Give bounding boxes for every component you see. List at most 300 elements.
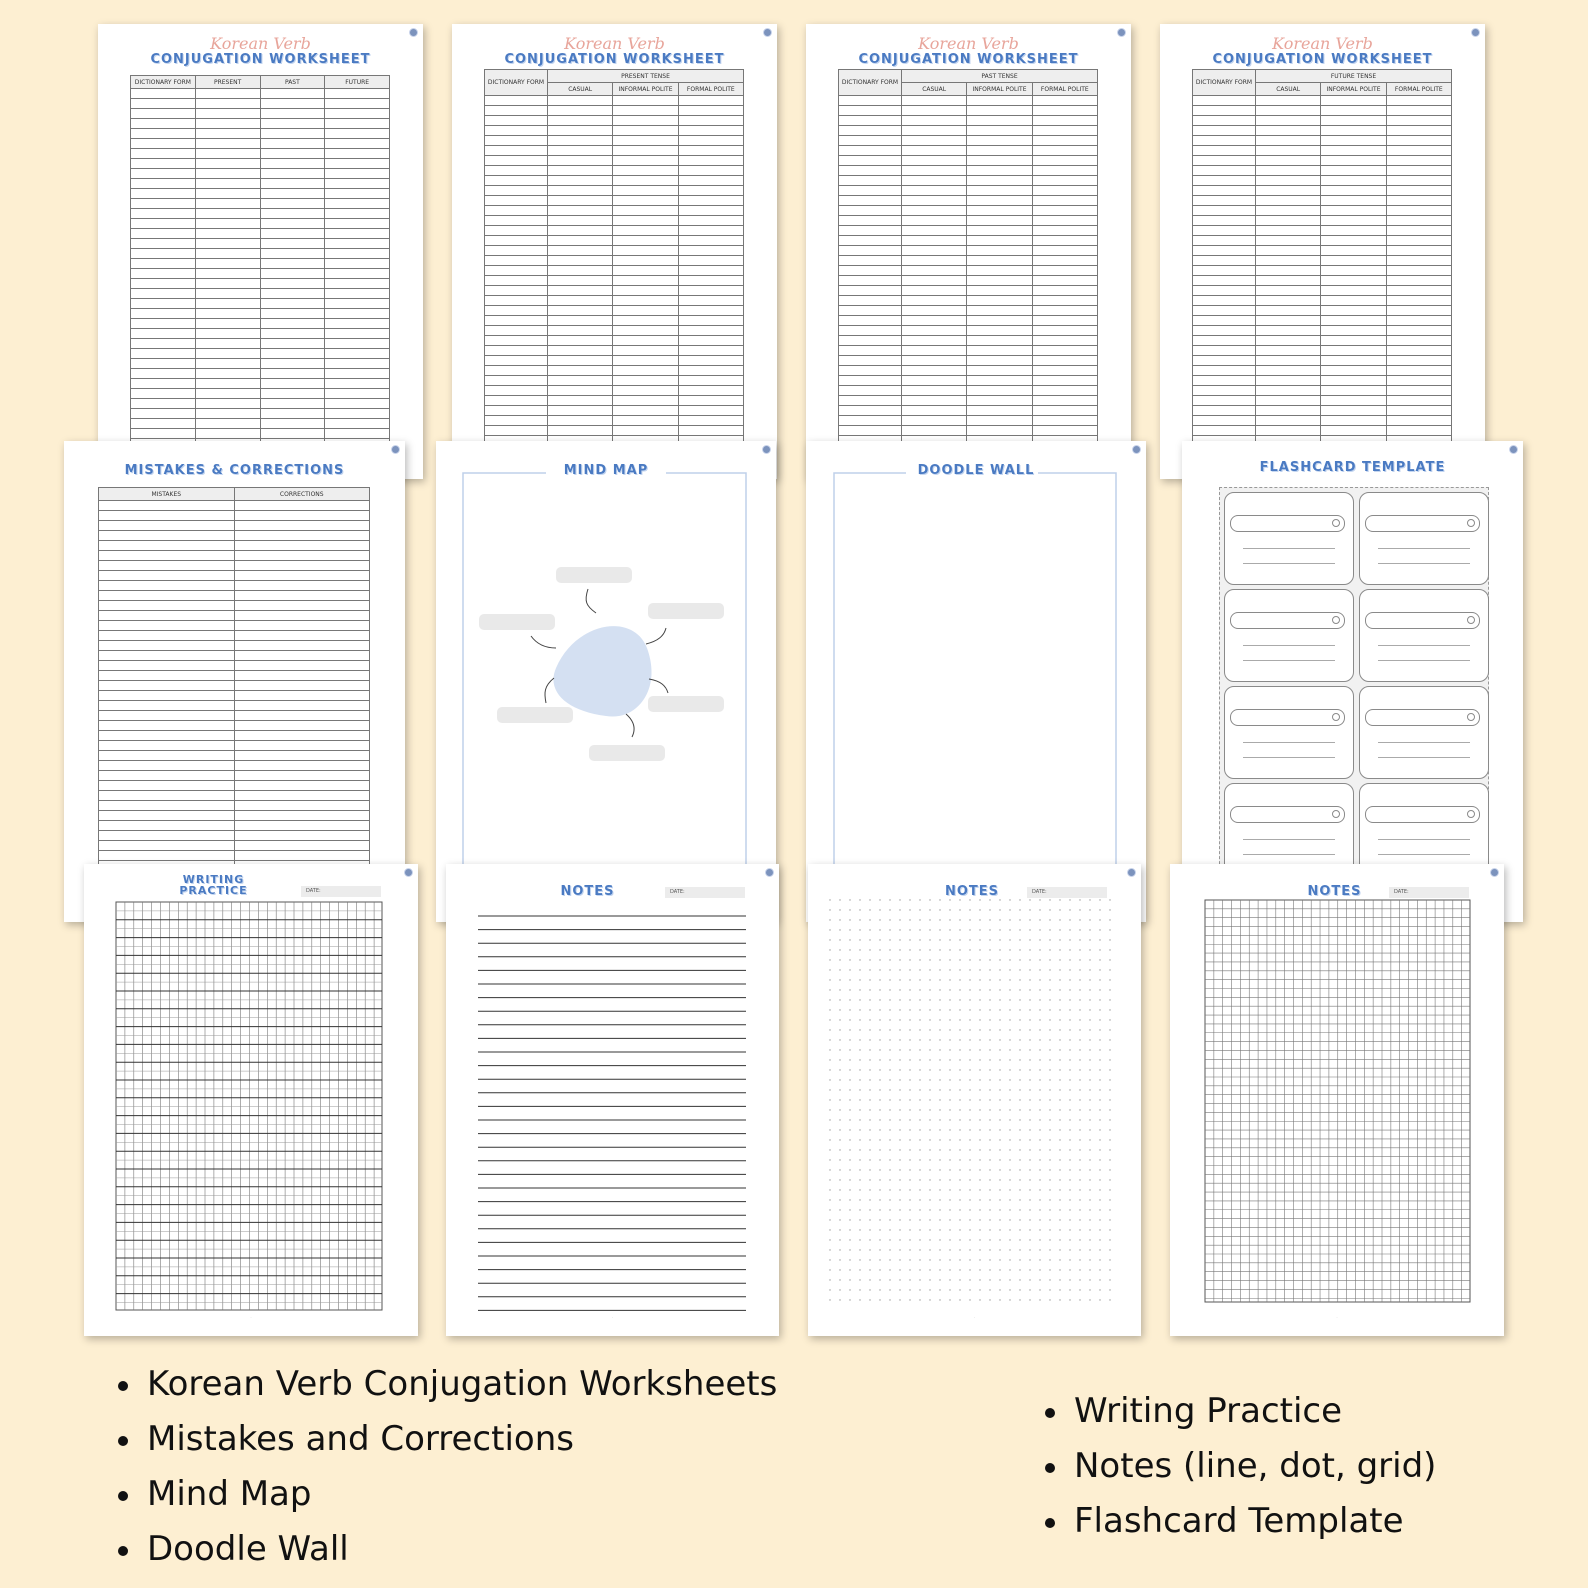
table-cell[interactable] xyxy=(902,216,967,226)
table-cell[interactable] xyxy=(195,299,260,309)
table-cell[interactable] xyxy=(548,136,613,146)
table-cell[interactable] xyxy=(485,266,548,276)
table-cell[interactable] xyxy=(613,206,678,216)
table-cell[interactable] xyxy=(1321,136,1386,146)
table-cell[interactable] xyxy=(131,219,196,229)
table-cell[interactable] xyxy=(548,206,613,216)
table-cell[interactable] xyxy=(1032,296,1097,306)
table-cell[interactable] xyxy=(678,356,743,366)
table-cell[interactable] xyxy=(99,581,235,591)
table-cell[interactable] xyxy=(195,249,260,259)
table-cell[interactable] xyxy=(485,226,548,236)
date-field[interactable]: DATE: xyxy=(1389,887,1469,898)
table-cell[interactable] xyxy=(325,209,390,219)
table-cell[interactable] xyxy=(613,356,678,366)
table-cell[interactable] xyxy=(131,429,196,439)
table-cell[interactable] xyxy=(1386,216,1451,226)
table-cell[interactable] xyxy=(485,156,548,166)
table-cell[interactable] xyxy=(548,366,613,376)
table-cell[interactable] xyxy=(260,229,325,239)
table-cell[interactable] xyxy=(195,199,260,209)
table-cell[interactable] xyxy=(1256,316,1321,326)
table-cell[interactable] xyxy=(839,196,902,206)
table-cell[interactable] xyxy=(1321,316,1386,326)
table-cell[interactable] xyxy=(1321,296,1386,306)
table-cell[interactable] xyxy=(234,831,370,841)
table-cell[interactable] xyxy=(131,149,196,159)
table-cell[interactable] xyxy=(902,326,967,336)
table-cell[interactable] xyxy=(485,416,548,426)
table-cell[interactable] xyxy=(613,346,678,356)
table-cell[interactable] xyxy=(195,409,260,419)
table-cell[interactable] xyxy=(485,276,548,286)
table-cell[interactable] xyxy=(1321,126,1386,136)
table-cell[interactable] xyxy=(902,286,967,296)
table-cell[interactable] xyxy=(613,276,678,286)
table-cell[interactable] xyxy=(967,296,1032,306)
table-cell[interactable] xyxy=(678,136,743,146)
table-cell[interactable] xyxy=(195,349,260,359)
table-cell[interactable] xyxy=(234,681,370,691)
table-cell[interactable] xyxy=(678,376,743,386)
table-cell[interactable] xyxy=(967,96,1032,106)
table-cell[interactable] xyxy=(131,349,196,359)
table-cell[interactable] xyxy=(195,259,260,269)
table-cell[interactable] xyxy=(1256,116,1321,126)
table-cell[interactable] xyxy=(613,396,678,406)
table-cell[interactable] xyxy=(613,326,678,336)
table-cell[interactable] xyxy=(131,369,196,379)
table-cell[interactable] xyxy=(485,286,548,296)
table-cell[interactable] xyxy=(99,651,235,661)
table-cell[interactable] xyxy=(99,791,235,801)
table-cell[interactable] xyxy=(131,389,196,399)
table-cell[interactable] xyxy=(99,601,235,611)
table-cell[interactable] xyxy=(839,166,902,176)
table-cell[interactable] xyxy=(234,741,370,751)
table-cell[interactable] xyxy=(1032,166,1097,176)
table-cell[interactable] xyxy=(902,316,967,326)
table-cell[interactable] xyxy=(1032,136,1097,146)
table-cell[interactable] xyxy=(1256,166,1321,176)
table-cell[interactable] xyxy=(1193,396,1256,406)
table-cell[interactable] xyxy=(1032,396,1097,406)
table-cell[interactable] xyxy=(1193,326,1256,336)
table-cell[interactable] xyxy=(839,406,902,416)
table-cell[interactable] xyxy=(1032,376,1097,386)
table-cell[interactable] xyxy=(678,106,743,116)
table-cell[interactable] xyxy=(902,406,967,416)
table-cell[interactable] xyxy=(548,166,613,176)
table-cell[interactable] xyxy=(902,366,967,376)
table-cell[interactable] xyxy=(1256,226,1321,236)
table-cell[interactable] xyxy=(99,621,235,631)
table-cell[interactable] xyxy=(548,216,613,226)
table-cell[interactable] xyxy=(678,146,743,156)
table-cell[interactable] xyxy=(902,266,967,276)
table-cell[interactable] xyxy=(1193,256,1256,266)
table-cell[interactable] xyxy=(325,269,390,279)
table-cell[interactable] xyxy=(1386,146,1451,156)
table-cell[interactable] xyxy=(678,346,743,356)
table-cell[interactable] xyxy=(1386,356,1451,366)
table-cell[interactable] xyxy=(1321,286,1386,296)
table-cell[interactable] xyxy=(902,116,967,126)
table-cell[interactable] xyxy=(99,551,235,561)
table-cell[interactable] xyxy=(485,396,548,406)
table-cell[interactable] xyxy=(967,106,1032,116)
table-cell[interactable] xyxy=(1032,96,1097,106)
table-cell[interactable] xyxy=(1032,366,1097,376)
table-cell[interactable] xyxy=(131,259,196,269)
table-cell[interactable] xyxy=(967,346,1032,356)
table-cell[interactable] xyxy=(195,339,260,349)
table-cell[interactable] xyxy=(325,219,390,229)
table-cell[interactable] xyxy=(99,501,235,511)
table-cell[interactable] xyxy=(613,186,678,196)
table-cell[interactable] xyxy=(548,196,613,206)
table-cell[interactable] xyxy=(1386,386,1451,396)
table-cell[interactable] xyxy=(678,386,743,396)
table-cell[interactable] xyxy=(99,521,235,531)
table-cell[interactable] xyxy=(1193,136,1256,146)
table-cell[interactable] xyxy=(902,256,967,266)
table-cell[interactable] xyxy=(485,426,548,436)
table-cell[interactable] xyxy=(485,356,548,366)
table-cell[interactable] xyxy=(485,346,548,356)
table-cell[interactable] xyxy=(1386,186,1451,196)
table-cell[interactable] xyxy=(1193,266,1256,276)
table-cell[interactable] xyxy=(839,366,902,376)
table-cell[interactable] xyxy=(234,751,370,761)
date-field[interactable]: DATE: xyxy=(665,887,745,898)
table-cell[interactable] xyxy=(260,349,325,359)
table-cell[interactable] xyxy=(613,286,678,296)
table-cell[interactable] xyxy=(1032,286,1097,296)
table-cell[interactable] xyxy=(485,186,548,196)
table-cell[interactable] xyxy=(1256,156,1321,166)
table-cell[interactable] xyxy=(1321,146,1386,156)
table-cell[interactable] xyxy=(902,376,967,386)
table-cell[interactable] xyxy=(485,326,548,336)
table-cell[interactable] xyxy=(1256,236,1321,246)
table-cell[interactable] xyxy=(1193,176,1256,186)
table-cell[interactable] xyxy=(325,129,390,139)
table-cell[interactable] xyxy=(1386,306,1451,316)
table-cell[interactable] xyxy=(99,561,235,571)
table-cell[interactable] xyxy=(1256,346,1321,356)
table-cell[interactable] xyxy=(234,701,370,711)
table-cell[interactable] xyxy=(234,581,370,591)
table-cell[interactable] xyxy=(131,309,196,319)
table-cell[interactable] xyxy=(1386,276,1451,286)
table-cell[interactable] xyxy=(1193,416,1256,426)
table-cell[interactable] xyxy=(260,389,325,399)
table-cell[interactable] xyxy=(967,386,1032,396)
table-cell[interactable] xyxy=(967,396,1032,406)
table-cell[interactable] xyxy=(234,791,370,801)
table-cell[interactable] xyxy=(1193,296,1256,306)
table-cell[interactable] xyxy=(195,319,260,329)
flashcard-word-field[interactable] xyxy=(1365,612,1480,629)
table-cell[interactable] xyxy=(131,179,196,189)
table-cell[interactable] xyxy=(485,316,548,326)
table-cell[interactable] xyxy=(613,316,678,326)
table-cell[interactable] xyxy=(839,276,902,286)
table-cell[interactable] xyxy=(131,319,196,329)
table-cell[interactable] xyxy=(260,329,325,339)
table-cell[interactable] xyxy=(1386,316,1451,326)
table-cell[interactable] xyxy=(99,781,235,791)
table-cell[interactable] xyxy=(325,299,390,309)
table-cell[interactable] xyxy=(195,419,260,429)
table-cell[interactable] xyxy=(678,296,743,306)
table-cell[interactable] xyxy=(613,366,678,376)
table-cell[interactable] xyxy=(1256,106,1321,116)
table-cell[interactable] xyxy=(613,126,678,136)
table-cell[interactable] xyxy=(839,106,902,116)
table-cell[interactable] xyxy=(131,159,196,169)
table-cell[interactable] xyxy=(548,386,613,396)
table-cell[interactable] xyxy=(485,166,548,176)
table-cell[interactable] xyxy=(967,216,1032,226)
table-cell[interactable] xyxy=(131,329,196,339)
table-cell[interactable] xyxy=(967,126,1032,136)
table-cell[interactable] xyxy=(613,166,678,176)
table-cell[interactable] xyxy=(99,831,235,841)
table-cell[interactable] xyxy=(839,426,902,436)
table-cell[interactable] xyxy=(678,186,743,196)
table-cell[interactable] xyxy=(839,206,902,216)
table-cell[interactable] xyxy=(1386,366,1451,376)
flashcard-word-field[interactable] xyxy=(1230,612,1345,629)
table-cell[interactable] xyxy=(1321,276,1386,286)
table-cell[interactable] xyxy=(678,206,743,216)
table-cell[interactable] xyxy=(195,149,260,159)
table-cell[interactable] xyxy=(234,691,370,701)
table-cell[interactable] xyxy=(99,591,235,601)
table-cell[interactable] xyxy=(1386,246,1451,256)
table-cell[interactable] xyxy=(99,751,235,761)
table-cell[interactable] xyxy=(260,279,325,289)
table-cell[interactable] xyxy=(131,279,196,289)
table-cell[interactable] xyxy=(1032,416,1097,426)
table-cell[interactable] xyxy=(902,206,967,216)
table-cell[interactable] xyxy=(967,156,1032,166)
table-cell[interactable] xyxy=(234,821,370,831)
table-cell[interactable] xyxy=(234,651,370,661)
table-cell[interactable] xyxy=(260,239,325,249)
table-cell[interactable] xyxy=(613,386,678,396)
table-cell[interactable] xyxy=(1386,286,1451,296)
table-cell[interactable] xyxy=(234,711,370,721)
table-cell[interactable] xyxy=(260,209,325,219)
table-cell[interactable] xyxy=(613,376,678,386)
table-cell[interactable] xyxy=(1193,206,1256,216)
flashcard-word-field[interactable] xyxy=(1365,806,1480,823)
table-cell[interactable] xyxy=(1193,106,1256,116)
table-cell[interactable] xyxy=(678,236,743,246)
table-cell[interactable] xyxy=(1321,186,1386,196)
table-cell[interactable] xyxy=(195,279,260,289)
table-cell[interactable] xyxy=(1256,126,1321,136)
table-cell[interactable] xyxy=(548,156,613,166)
table-cell[interactable] xyxy=(548,326,613,336)
table-cell[interactable] xyxy=(99,811,235,821)
table-cell[interactable] xyxy=(839,376,902,386)
table-cell[interactable] xyxy=(1386,96,1451,106)
table-cell[interactable] xyxy=(839,226,902,236)
table-cell[interactable] xyxy=(99,771,235,781)
table-cell[interactable] xyxy=(260,169,325,179)
table-cell[interactable] xyxy=(234,761,370,771)
table-cell[interactable] xyxy=(1193,316,1256,326)
table-cell[interactable] xyxy=(678,366,743,376)
table-cell[interactable] xyxy=(548,176,613,186)
table-cell[interactable] xyxy=(1256,326,1321,336)
table-cell[interactable] xyxy=(1032,336,1097,346)
table-cell[interactable] xyxy=(325,189,390,199)
table-cell[interactable] xyxy=(99,701,235,711)
table-cell[interactable] xyxy=(967,326,1032,336)
table-cell[interactable] xyxy=(485,126,548,136)
table-cell[interactable] xyxy=(260,149,325,159)
table-cell[interactable] xyxy=(325,399,390,409)
table-cell[interactable] xyxy=(967,276,1032,286)
table-cell[interactable] xyxy=(260,139,325,149)
table-cell[interactable] xyxy=(548,376,613,386)
table-cell[interactable] xyxy=(902,296,967,306)
table-cell[interactable] xyxy=(1386,206,1451,216)
table-cell[interactable] xyxy=(325,149,390,159)
table-cell[interactable] xyxy=(902,136,967,146)
table-cell[interactable] xyxy=(131,209,196,219)
table-cell[interactable] xyxy=(1321,246,1386,256)
table-cell[interactable] xyxy=(234,521,370,531)
table-cell[interactable] xyxy=(1256,406,1321,416)
table-cell[interactable] xyxy=(1256,96,1321,106)
table-cell[interactable] xyxy=(195,89,260,99)
table-cell[interactable] xyxy=(1386,376,1451,386)
table-cell[interactable] xyxy=(234,851,370,861)
table-cell[interactable] xyxy=(613,266,678,276)
table-cell[interactable] xyxy=(99,801,235,811)
table-cell[interactable] xyxy=(1386,426,1451,436)
table-cell[interactable] xyxy=(678,246,743,256)
table-cell[interactable] xyxy=(195,139,260,149)
table-cell[interactable] xyxy=(485,246,548,256)
table-cell[interactable] xyxy=(234,611,370,621)
table-cell[interactable] xyxy=(325,359,390,369)
table-cell[interactable] xyxy=(325,279,390,289)
table-cell[interactable] xyxy=(678,96,743,106)
table-cell[interactable] xyxy=(902,176,967,186)
table-cell[interactable] xyxy=(1321,256,1386,266)
table-cell[interactable] xyxy=(325,139,390,149)
table-cell[interactable] xyxy=(325,239,390,249)
table-cell[interactable] xyxy=(485,146,548,156)
table-cell[interactable] xyxy=(548,96,613,106)
table-cell[interactable] xyxy=(839,96,902,106)
table-cell[interactable] xyxy=(1032,406,1097,416)
table-cell[interactable] xyxy=(1032,306,1097,316)
table-cell[interactable] xyxy=(678,276,743,286)
table-cell[interactable] xyxy=(99,541,235,551)
table-cell[interactable] xyxy=(1193,96,1256,106)
table-cell[interactable] xyxy=(1321,386,1386,396)
table-cell[interactable] xyxy=(1256,196,1321,206)
table-cell[interactable] xyxy=(548,106,613,116)
table-cell[interactable] xyxy=(1256,146,1321,156)
table-cell[interactable] xyxy=(548,346,613,356)
table-cell[interactable] xyxy=(678,176,743,186)
table-cell[interactable] xyxy=(1193,166,1256,176)
table-cell[interactable] xyxy=(234,841,370,851)
table-cell[interactable] xyxy=(260,199,325,209)
table-cell[interactable] xyxy=(485,136,548,146)
table-cell[interactable] xyxy=(902,236,967,246)
table-cell[interactable] xyxy=(99,691,235,701)
table-cell[interactable] xyxy=(99,661,235,671)
table-cell[interactable] xyxy=(967,356,1032,366)
table-cell[interactable] xyxy=(902,346,967,356)
table-cell[interactable] xyxy=(1386,296,1451,306)
table-cell[interactable] xyxy=(1193,196,1256,206)
table-cell[interactable] xyxy=(1386,196,1451,206)
table-cell[interactable] xyxy=(839,176,902,186)
table-cell[interactable] xyxy=(839,386,902,396)
table-cell[interactable] xyxy=(234,551,370,561)
table-cell[interactable] xyxy=(1032,186,1097,196)
table-cell[interactable] xyxy=(967,376,1032,386)
table-cell[interactable] xyxy=(260,409,325,419)
table-cell[interactable] xyxy=(1256,216,1321,226)
table-cell[interactable] xyxy=(839,286,902,296)
table-cell[interactable] xyxy=(234,601,370,611)
table-cell[interactable] xyxy=(1321,226,1386,236)
table-cell[interactable] xyxy=(260,179,325,189)
flashcard-word-field[interactable] xyxy=(1230,806,1345,823)
table-cell[interactable] xyxy=(485,206,548,216)
table-cell[interactable] xyxy=(195,159,260,169)
table-cell[interactable] xyxy=(260,299,325,309)
table-cell[interactable] xyxy=(613,236,678,246)
table-cell[interactable] xyxy=(613,146,678,156)
table-cell[interactable] xyxy=(234,771,370,781)
table-cell[interactable] xyxy=(1321,336,1386,346)
table-cell[interactable] xyxy=(260,159,325,169)
table-cell[interactable] xyxy=(1032,356,1097,366)
table-cell[interactable] xyxy=(967,336,1032,346)
table-cell[interactable] xyxy=(1256,256,1321,266)
table-cell[interactable] xyxy=(967,236,1032,246)
table-cell[interactable] xyxy=(967,306,1032,316)
table-cell[interactable] xyxy=(613,246,678,256)
table-cell[interactable] xyxy=(678,266,743,276)
table-cell[interactable] xyxy=(260,259,325,269)
table-cell[interactable] xyxy=(548,226,613,236)
table-cell[interactable] xyxy=(260,219,325,229)
table-cell[interactable] xyxy=(967,286,1032,296)
table-cell[interactable] xyxy=(234,671,370,681)
table-cell[interactable] xyxy=(1321,166,1386,176)
table-cell[interactable] xyxy=(967,166,1032,176)
table-cell[interactable] xyxy=(613,136,678,146)
table-cell[interactable] xyxy=(839,186,902,196)
table-cell[interactable] xyxy=(1386,156,1451,166)
table-cell[interactable] xyxy=(839,236,902,246)
table-cell[interactable] xyxy=(1386,346,1451,356)
